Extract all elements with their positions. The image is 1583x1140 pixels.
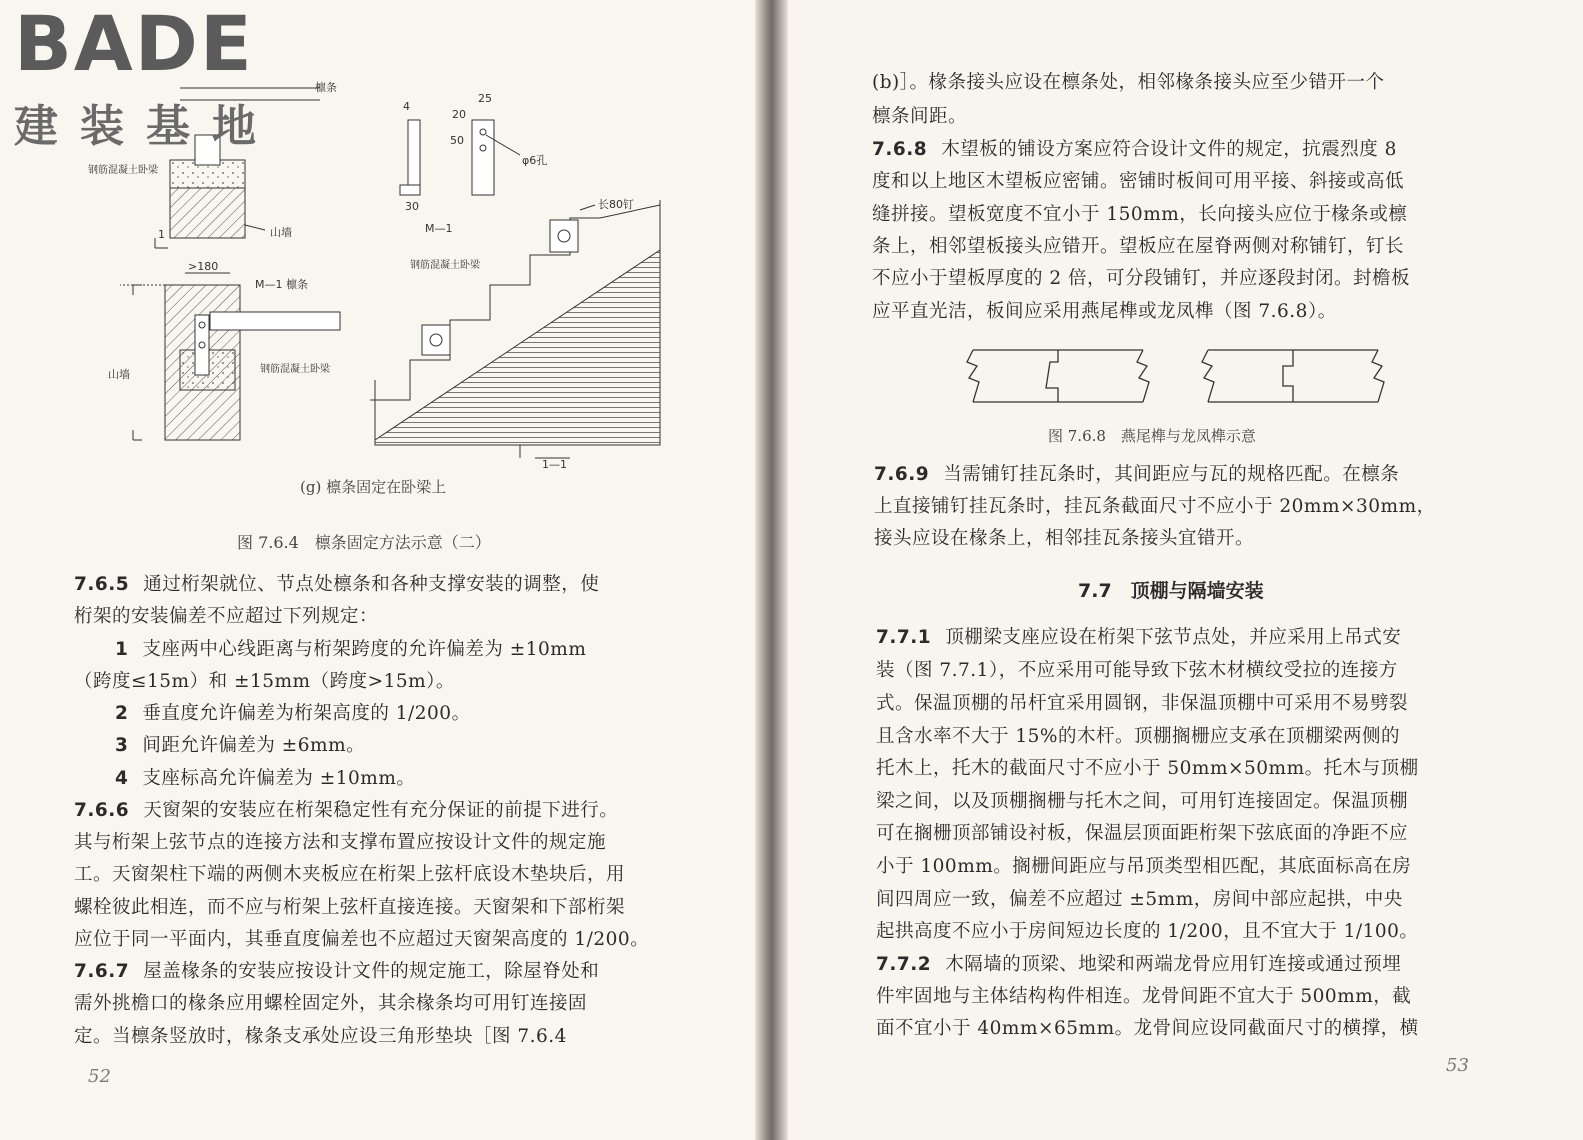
text-line: 件牢固地与主体结构构件相连。龙骨间距不宜大于 500mm，截	[876, 986, 1412, 1007]
label-dim-25: 25	[478, 92, 492, 105]
text-line: 檩条间距。	[872, 106, 968, 127]
text-line: 托木上，托木的截面尺寸不应小于 50mm×50mm。托木与顶棚	[876, 758, 1419, 779]
figure-caption: 图 7.6.4 檩条固定方法示意（二）	[237, 533, 491, 552]
text-line: 接头应设在椽条上，相邻挂瓦条接头宜错开。	[874, 528, 1255, 549]
text-line: 2 垂直度允许偏差为桁架高度的 1/200。	[115, 703, 471, 724]
text-line: 小于 100mm。搁栅间距应与吊顶类型相匹配，其底面标高在房	[876, 856, 1412, 877]
text-line: 可在搁栅顶部铺设衬板，保温层顶面距桁架下弦底面的净距不应	[876, 823, 1409, 844]
watermark-subtitle: 建装基地	[14, 101, 278, 152]
text-line: 7.7.1 顶棚梁支座应设在桁架下弦节点处，并应采用上吊式安	[876, 627, 1402, 648]
text-line: 7.7.2 木隔墙的顶梁、地梁和两端龙骨应用钉连接或通过预埋	[876, 954, 1402, 975]
text-line: 梁之间，以及顶棚搁栅与托木之间，可用钉连接固定。保温顶棚	[876, 791, 1409, 812]
text-line: 式。保温顶棚的吊杆宜采用圆钢，非保温顶棚中可采用不易劈裂	[876, 693, 1409, 714]
left-page	[0, 0, 762, 1140]
label-m1-purlin: M—1 檩条	[255, 278, 308, 291]
text-line: 1 支座两中心线距离与桁架跨度的允许偏差为 ±10mm	[115, 639, 587, 660]
page-number-right: 53	[1446, 1055, 1469, 1076]
text-line: 起拱高度不应小于房间短边长度的 1/200，且不宜大于 1/100。	[876, 921, 1419, 942]
text-line: 7.6.6 天窗架的安装应在桁架稳定性有充分保证的前提下进行。	[74, 800, 619, 821]
text-line: 4 支座标高允许偏差为 ±10mm。	[115, 768, 416, 789]
tongue-groove-joint	[1202, 350, 1384, 402]
text-line: (b)］。椽条接头应设在檩条处，相邻椽条接头应至少错开一个	[872, 72, 1385, 93]
label-section-1-1: 1—1	[542, 458, 567, 471]
label-hole: φ6孔	[522, 154, 548, 167]
text-line: 7.6.8 木望板的铺设方案应符合设计文件的规定，抗震烈度 8	[872, 139, 1397, 160]
label-rc-beam-right: 钢筋混凝土卧梁	[410, 260, 480, 271]
section-title-7-7: 7.7 顶棚与隔墙安装	[1078, 580, 1264, 602]
text-line: 需外挑檐口的椽条应用螺栓固定外，其余椽条均可用钉连接固	[74, 993, 588, 1014]
label-dim-180: >180	[188, 260, 219, 273]
text-line: 7.6.5 通过桁架就位、节点处檩条和各种支撑安装的调整，使	[74, 574, 600, 595]
text-line: 工。天窗架柱下端的两侧木夹板应在桁架上弦杆底设木垫块后，用	[74, 864, 626, 885]
text-line: 螺栓彼此相连，而不应与桁架上弦杆直接连接。天窗架和下部桁架	[74, 897, 626, 918]
dovetail-joint	[967, 350, 1149, 402]
label-rc-beam-top: 钢筋混凝土卧梁	[88, 165, 158, 176]
page-number-left: 52	[88, 1066, 111, 1087]
label-gable-wall-mid: 山墙	[108, 368, 130, 381]
text-line: 且含水率不大于 15%的木杆。顶棚搁栅应支承在顶棚梁两侧的	[876, 726, 1401, 747]
label-dim-4: 4	[403, 100, 410, 113]
text-line: 定。当檩条竖放时，椽条支承处应设三角形垫块［图 7.6.4	[74, 1026, 567, 1047]
text-line: 应平直光洁，板间应采用燕尾榫或龙凤榫（图 7.6.8）。	[872, 301, 1337, 322]
text-line: 不应小于望板厚度的 2 倍，可分段铺钉，并应逐段封闭。封檐板	[872, 268, 1411, 289]
label-rc-beam-mid: 钢筋混凝土卧梁	[260, 364, 330, 375]
text-line: 间四周应一致，偏差不应超过 ±5mm，房间中部应起拱，中央	[876, 889, 1403, 910]
text-line: 应位于同一平面内，其垂直度偏差也不应超过天窗架高度的 1/200。	[74, 929, 650, 950]
book-spine	[755, 0, 788, 1140]
watermark-logo: BADE	[14, 0, 254, 88]
right-page	[788, 0, 1583, 1140]
label-m1-part: M—1	[425, 222, 453, 235]
text-line: 缝拼接。望板宽度不宜小于 150mm，长向接头应位于椽条或檩	[872, 204, 1408, 225]
label-nail: 长80钉	[598, 198, 634, 211]
label-dim-30: 30	[405, 200, 419, 213]
text-line: 3 间距允许偏差为 ±6mm。	[115, 735, 366, 756]
text-line: 7.6.7 屋盖椽条的安装应按设计文件的规定施工，除屋脊处和	[74, 961, 600, 982]
text-line: 7.6.9 当需铺钉挂瓦条时，其间距应与瓦的规格匹配。在檩条	[874, 464, 1400, 485]
text-line: 桁架的安装偏差不应超过下列规定：	[74, 606, 379, 627]
label-dim-20: 20	[452, 108, 466, 121]
label-dim-50: 50	[450, 134, 464, 147]
text-line: 其与桁架上弦节点的连接方法和支撑布置应按设计文件的规定施	[74, 832, 607, 853]
text-line: 度和以上地区木望板应密铺。密铺时板间可用平接、斜接或高低	[872, 171, 1405, 192]
figure-caption-7-6-8: 图 7.6.8 燕尾榫与龙凤榫示意	[1048, 427, 1256, 445]
text-line: 上直接铺钉挂瓦条时，挂瓦条截面尺寸不应小于 20mm×30mm，	[874, 496, 1436, 517]
detail-mid-left	[120, 273, 340, 440]
detail-section-1-1	[370, 200, 660, 458]
text-line: 装（图 7.7.1），不应采用可能导致下弦木材横纹受拉的连接方	[876, 660, 1398, 681]
text-line: 面不宜小于 40mm×65mm。龙骨间应设同截面尺寸的横撑，横	[876, 1018, 1419, 1039]
text-line: （跨度≤15m）和 ±15mm（跨度>15m）。	[74, 671, 455, 692]
label-section-mark: 1	[158, 228, 165, 241]
detail-m1-part	[400, 120, 520, 195]
text-line: 条上，相邻望板接头应错开。望板应在屋脊两侧对称铺钉，钉长	[872, 236, 1405, 257]
label-purlin-top: 檩条	[315, 81, 337, 94]
label-gable-wall-top: 山墙	[270, 226, 292, 239]
figure-7-6-8	[958, 340, 1388, 420]
figure-sub-caption: (g) 檩条固定在卧梁上	[300, 478, 447, 496]
